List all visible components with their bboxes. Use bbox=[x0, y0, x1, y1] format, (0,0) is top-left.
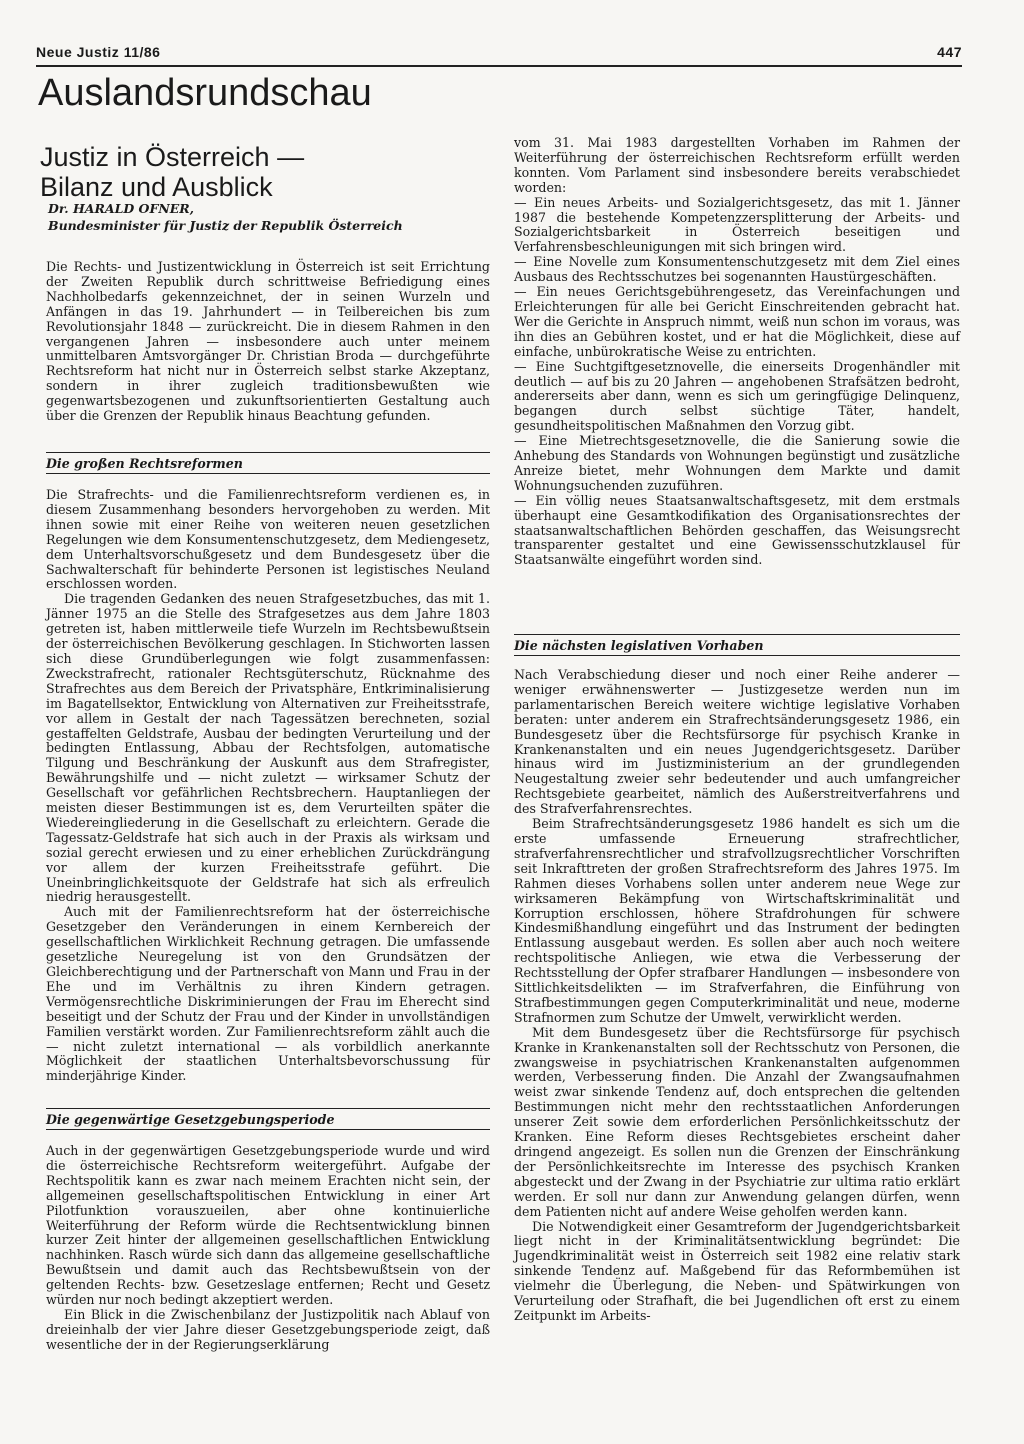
right-section-1 bbox=[514, 136, 960, 568]
list-item: — Eine Novelle zum Konsumentenschutzgesetz mit dem Ziel eines Ausbaus des Rechtsschutzes bei sogenannten Haustürgeschäften. bbox=[514, 254, 960, 285]
paragraph: Mit dem Bundesgesetz über die Rechtsfürsorge für psychisch Kranke in Krankenanstalten soll der Rechtsschutz von Personen, die zwangsweise in psychiatrischen Krankenanstalten aufgenommen werden, Verbesserung finden. Die Anzahl der Zwangsaufnahmen weist zwar sinkende Tendenz auf, doch entsprechen die geltenden Bestimmungen nicht mehr den rechtsstaatlichen Anforderungen unserer Zeit sowie dem erforderlichen Persönlichkeitsschutz der Kranken. Eine Reform dieses Rechtsgebietes erscheint daher dringend angezeigt. Es sollen nun die Grenzen der Einschränkung der Persönlichkeitsrechte im Interesse des psychisch Kranken abgesteckt und der Zwang in der Psychiatrie zur ultima ratio erklärt werden. Er soll nur dann zur Anwendung gelangen dürfen, wenn dem Patienten nicht auf andere Weise geholfen werden kann. bbox=[514, 1024, 960, 1219]
author-block bbox=[48, 200, 488, 234]
left-intro bbox=[46, 260, 490, 424]
subheading-naechste-vorhaben: Die nächsten legislativen Vorhaben bbox=[514, 634, 960, 656]
section-title: Auslandsrundschau bbox=[38, 72, 372, 114]
list-item: — Ein neues Arbeits- und Sozialgerichtsgesetz, das mit 1. Jänner 1987 die bestehende Kompetenzzersplitterung der Arbeits- und Sozialgerichtsbarkeit in Österreich beseitigen und Verfahrensbeschleunigungen mit sich bringen wird. bbox=[514, 194, 960, 255]
list-item: — Eine Suchtgiftgesetznovelle, die einerseits Drogenhändler mit deutlich — auf bis zu 20 Jahren — angehobenen Strafsätzen bedroht, andererseits aber dann, wenn es sich um geringfügige Delinquenz, begangen durch selbst süchtige Täter, handelt, gesundheitspolitischen Maßnahmen den Vorzug gibt. bbox=[514, 358, 960, 434]
journal-issue: Neue Justiz 11/86 bbox=[36, 44, 161, 60]
left-section-2 bbox=[46, 1144, 490, 1353]
list-item: — Ein neues Gerichtsgebührengesetz, das Vereinfachungen und Erleichterungen für alle bei Gericht Einschreitenden gebracht hat. Wer die Gerichte in Anspruch nimmt, weiß nun schon im voraus, was ihn dies an Gebühren kostet, und er hat die Möglichkeit, diese auf einfache, unbürokratische Weise zu entrichten. bbox=[514, 284, 960, 359]
paragraph: Die Notwendigkeit einer Gesamtreform der Jugendgerichtsbarkeit liegt nicht in der Kriminalitätsentwicklung begründet: Die Jugendkriminalität weist in Österreich seit 1982 eine relativ stark sinkende Tendenz auf. Maßgebend für das Reformbemühen ist vielmehr die Überlegung, die Neben- und Spätwirkungen von Verurteilung oder Strafhaft, die bei Jugendlichen oft erst zu einem Zeitpunkt im Arbeits- bbox=[514, 1218, 960, 1323]
article-title-line-2: Bilanz und Ausblick bbox=[40, 172, 273, 202]
author-name: Dr. HARALD OFNER, bbox=[48, 201, 195, 216]
left-section-1 bbox=[46, 488, 490, 1084]
page-number: 447 bbox=[937, 44, 962, 60]
paragraph: Auch in der gegenwärtigen Gesetzgebungsperiode wurde und wird die österreichische Rechtsreform weitergeführt. Aufgabe der Rechtspolitik kann es zwar nach meinem Erachten nicht sein, der allgemeinen gesellschaftspolitischen Entwicklung in einer Art Pilotfunktion vorauszueilen, aber ohne kontinuierliche Weiterführung der Reform würde die Rechtsentwicklung binnen kurzer Zeit hinter der allgemeinen gesellschaftlichen Entwicklung nachhinken. Rasch würde sich dann das allgemeine gesellschaftliche Bewußtsein und damit auch das Rechtsbewußtsein von der geltenden Rechts- bzw. Gesetzeslage entfernen; Recht und Gesetz würden nur noch bedingt akzeptiert werden. bbox=[46, 1143, 490, 1308]
list-item: — Ein völlig neues Staatsanwaltschaftsgesetz, mit dem erstmals überhaupt eine Gesamtkodifikation des Organisationsrechtes der staatsanwaltschaftlichen Behörden geschaffen, das Weisungsrecht transparenter gestaltet und eine Gewissensschutzklausel für Staatsanwälte eingeführt worden sind. bbox=[514, 492, 960, 568]
paragraph: vom 31. Mai 1983 dargestellten Vorhaben im Rahmen der Weiterführung der österreichischen Rechtsreform erfüllt werden konnten. Vom Parlament sind insbesondere bereits verabschiedet worden: bbox=[514, 135, 960, 195]
paragraph: Die Rechts- und Justizentwicklung in Österreich ist seit Errichtung der Zweiten Republik durch schrittweise Befriedigung eines Nachholbedarfs gekennzeichnet, der in seinen Wurzeln und Anfängen in das 19. Jahrhundert — in Teilbereichen bis zum Revolutionsjahr 1848 — zurückreicht. Die in diesem Rahmen in den vergangenen Jahren — insbesondere auch unter meinem unmittelbaren Amtsvorgänger Dr. Christian Broda — durchgeführte Rechtsreform hat nicht nur in Österreich selbst starke Akzeptanz, sondern in ihrer zugleich traditionsbewußten wie gegenwartsbezogenen und zukunftsorientierten Gestaltung auch über die Grenzen der Republik hinaus Beachtung gefunden. bbox=[46, 259, 490, 424]
running-header bbox=[36, 44, 962, 66]
subheading-gegenwaertige-periode: Die gegenwärtige Gesetzgebungsperiode bbox=[46, 1108, 490, 1130]
article-title-line-1: Justiz in Österreich — bbox=[40, 142, 305, 172]
paragraph: Beim Strafrechtsänderungsgesetz 1986 handelt es sich um die erste umfassende Erneuerung strafrechtlicher, strafverfahrensrechtlicher und strafvollzugsrechtlicher Vorschriften seit Inkrafttreten der großen Strafrechtsreform des Jahres 1975. Im Rahmen dieses Vorhabens sollen unter anderem neue Wege zur wirksameren Bekämpfung von Wirtschaftskriminalität und Korruption erschlossen, höhere Strafdrohungen für schwere Kindesmißhandlung eingeführt und das Instrument der bedingten Entlassung ausgebaut werden. Es sollen aber auch noch weitere rechtspolitische Anliegen, wie etwa die Verbesserung der Rechtsstellung der Opfer strafbarer Handlungen — insbesondere von Sittlichkeitsdelikten — im Strafverfahren, die Einführung von Strafbestimmungen gegen Computerkriminalität und neue, moderne Strafnormen zum Schutze der Umwelt, verwirklicht werden. bbox=[514, 816, 960, 1025]
list-item: — Eine Mietrechtsgesetznovelle, die die Sanierung sowie die Anhebung des Standards von Wohnungen begünstigt und zusätzliche Anreize bietet, mehr Wohnungen dem Markte und damit Wohnungsuchenden zuzuführen. bbox=[514, 433, 960, 493]
paragraph: Nach Verabschiedung dieser und noch einer Reihe anderer — weniger erwähnenswerter — Justizgesetze werden nun im parlamentarischen Bereich weitere wichtige legislative Vorhaben beraten: unter anderem ein Strafrechtsänderungsgesetz 1986, ein Bundesgesetz über die Rechtsfürsorge für psychisch Kranke in Krankenanstalten und ein neues Jugendgerichtsgesetz. Darüber hinaus wird im Justizministerium an der grundlegenden Neugestaltung zweier sehr bedeutender und auch umfangreicher Rechtsgebiete gearbeitet, nämlich des Außerstreitverfahrens und des Strafverfahrensrechtes. bbox=[514, 667, 960, 817]
right-section-2 bbox=[514, 668, 960, 1324]
author-role: Bundesminister für Justiz der Republik Österreich bbox=[48, 218, 403, 233]
paragraph: Die tragenden Gedanken des neuen Strafgesetzbuches, das mit 1. Jänner 1975 an die Stelle des Strafgesetzes aus dem Jahre 1803 getreten ist, haben mittlerweile tiefe Wurzeln im Rechtsbewußtsein der österreichischen Bevölkerung geschlagen. In Stichworten lassen sich diese Grundüberlegungen wie folgt zusammenfassen: Zweckstrafrecht, rationaler Rechtsgüterschutz, Rücknahme des Strafrechtes aus dem Bereich der Privatsphäre, Entkriminalisierung im Bagatellsektor, Entwicklung von Alternativen zur Freiheitsstrafe, vor allem in Gestalt der nach Tagessätzen berechneten, sozial gestaffelten Geldstrafe, Ausbau der bedingten Verurteilung und der bedingten Entlassung, Abbau der Rechtsfolgen, automatische Tilgung und Beschränkung der Auskunft aus dem Strafregister, Bewährungshilfe und — nicht zuletzt — wirksamer Schutz der Gesellschaft vor gefährlichen Rechtsbrechern. Hauptanliegen der meisten dieser Bestimmungen ist es, dem Verurteilten später die Wiedereingliederung in die Gesellschaft zu erleichtern. Gerade die Tagessatz-Geldstrafe hat sich auch in der Praxis als wirksam und sozial gerecht erwiesen und zu einer erheblichen Zurückdrängung vor allem der kurzen Freiheitsstrafe geführt. Die Uneinbringlichkeitsquote der Geldstrafe hat sich als erfreulich niedrig herausgestellt. bbox=[46, 591, 490, 905]
paragraph: Die Strafrechts- und die Familienrechtsreform verdienen es, in diesem Zusammenhang besonders hervorgehoben zu werden. Mit ihnen sowie mit einer Reihe von weiteren neuen gesetzlichen Regelungen wie dem Konsumentenschutzgesetz, dem Mediengesetz, dem Unterhaltsvorschußgesetz und dem Bundesgesetz über die Sachwalterschaft für behinderte Personen ist legistisches Neuland erschlossen worden. bbox=[46, 487, 490, 592]
article-title bbox=[40, 142, 480, 202]
subheading-grosse-rechtsreformen: Die großen Rechtsreformen bbox=[46, 452, 490, 474]
paragraph: Ein Blick in die Zwischenbilanz der Justizpolitik nach Ablauf von dreieinhalb der vier Jahre dieser Gesetzgebungsperiode zeigt, daß wesentliche der in der Regierungserklärung bbox=[46, 1306, 490, 1352]
paragraph: Auch mit der Familienrechtsreform hat der österreichische Gesetzgeber den Veränderungen in einem Kernbereich der gesellschaftlichen Wirklichkeit Rechnung getragen. Die umfassende gesetzliche Neuregelung ist von den Grundsätzen der Gleichberechtigung und der Partnerschaft von Mann und Frau in der Ehe und im Verhältnis zu ihren Kindern getragen. Vermögensrechtliche Diskriminierungen der Frau im Eherecht sind beseitigt und der Schutz der Frau und der Kinder in unvollständigen Familien verstärkt worden. Zur Familienrechtsreform zählt auch die — nicht zuletzt international — als vorbildlich anerkannte Möglichkeit der staatlichen Unterhaltsbevorschussung für minderjährige Kinder. bbox=[46, 904, 490, 1084]
header-rule bbox=[36, 65, 962, 67]
